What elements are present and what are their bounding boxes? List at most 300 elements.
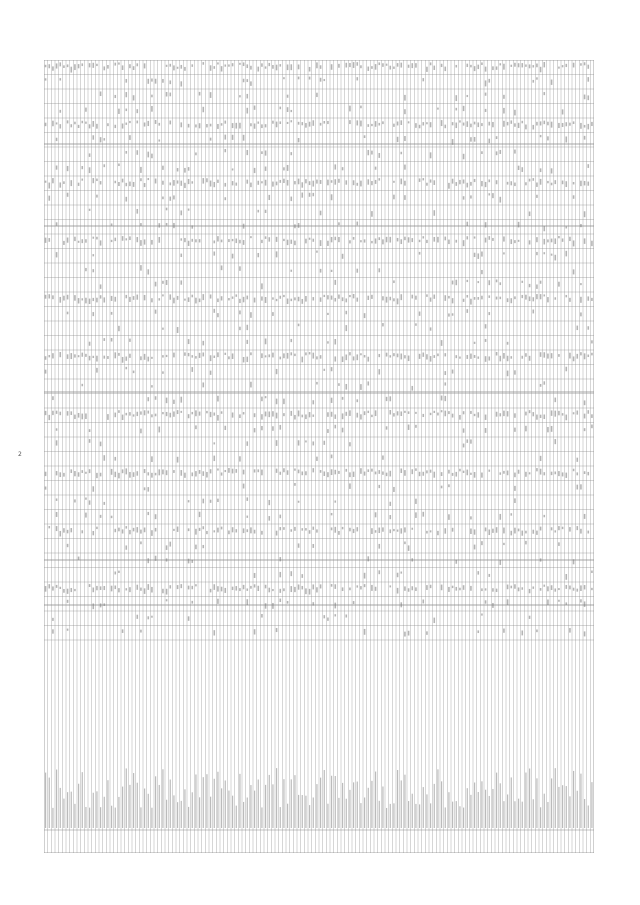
table-cell-mark (320, 78, 322, 82)
table-cell-mark (206, 411, 208, 413)
table-header-mark (481, 781, 482, 828)
table-cell-mark (422, 353, 424, 357)
table-cell-mark (426, 585, 428, 590)
table-cell-mark (294, 297, 296, 300)
table-cell-mark (100, 284, 102, 288)
table-cell-mark (221, 66, 223, 71)
table-header-mark (313, 797, 314, 828)
table-cell-mark (316, 180, 318, 184)
table-cell-mark (510, 65, 512, 67)
table-cell-mark (254, 629, 256, 634)
table-cell-mark (470, 439, 472, 443)
table-cell-mark (195, 152, 197, 155)
table-cell-mark (85, 122, 87, 124)
table-cell-mark (283, 399, 285, 405)
table-cell-mark (463, 585, 465, 590)
table-header-mark (107, 780, 108, 828)
table-cell-mark (144, 487, 146, 490)
table-header-mark (371, 781, 372, 828)
table-cell-mark (477, 356, 479, 358)
table-cell-mark (89, 356, 91, 361)
table-cell-mark (316, 529, 318, 532)
table-cell-mark (96, 237, 98, 240)
table-cell-mark (404, 632, 406, 637)
table-header-mark (199, 797, 200, 828)
table-cell-mark (290, 197, 292, 202)
table-cell-mark (74, 122, 76, 125)
table-cell-mark (155, 396, 157, 400)
table-cell-mark (587, 164, 589, 168)
table-header-mark (236, 806, 237, 828)
table-cell-mark (404, 237, 406, 241)
table-header-mark (78, 784, 79, 828)
table-cell-mark (481, 151, 483, 154)
table-cell-mark (481, 296, 483, 300)
table-cell-mark (232, 168, 234, 170)
table-cell-mark (217, 586, 219, 591)
table-cell-mark (349, 442, 351, 446)
table-cell-mark (422, 600, 424, 604)
table-cell-mark (279, 589, 281, 593)
table-cell-mark (584, 238, 586, 243)
table-cell-mark (536, 195, 538, 198)
table-cell-mark (503, 64, 505, 70)
table-cell-mark (136, 209, 138, 214)
table-cell-mark (272, 426, 274, 431)
table-cell-mark (92, 298, 94, 301)
table-header-mark (415, 804, 416, 828)
table-cell-mark (166, 558, 168, 561)
table-cell-mark (334, 500, 336, 502)
table-cell-mark (367, 150, 369, 155)
table-cell-mark (151, 357, 153, 359)
table-cell-mark (562, 238, 564, 241)
table-cell-mark (147, 121, 149, 126)
table-cell-mark (507, 182, 509, 185)
table-cell-mark (125, 295, 127, 298)
table-cell-mark (309, 67, 311, 72)
table-cell-mark (305, 588, 307, 594)
table-cell-mark (100, 473, 102, 477)
table-header-mark (96, 791, 97, 828)
table-cell-mark (188, 241, 190, 246)
table-header-mark (346, 799, 347, 828)
table-cell-mark (510, 513, 512, 515)
table-cell-mark (587, 77, 589, 82)
table-cell-mark (257, 253, 259, 257)
table-cell-mark (151, 414, 153, 417)
table-cell-mark (136, 295, 138, 300)
table-cell-mark (199, 299, 201, 303)
table-cell-mark (543, 62, 545, 67)
table-cell-mark (232, 123, 234, 128)
table-cell-mark (59, 531, 61, 537)
table-cell-mark (415, 512, 417, 518)
table-cell-mark (591, 122, 593, 126)
table-header-mark (115, 808, 116, 828)
table-header-mark (181, 801, 182, 828)
table-cell-mark (430, 327, 432, 330)
table-cell-mark (536, 182, 538, 186)
table-cell-mark (408, 356, 410, 362)
table-cell-mark (569, 237, 571, 241)
table-cell-mark (349, 106, 351, 112)
table-cell-mark (228, 298, 230, 300)
table-cell-mark (565, 181, 567, 187)
table-cell-mark (481, 613, 483, 615)
table-cell-mark (235, 294, 237, 296)
table-cell-mark (199, 353, 201, 358)
table-header-mark (456, 801, 457, 828)
table-cell-mark (74, 471, 76, 476)
table-cell-mark (59, 352, 61, 357)
table-cell-mark (400, 528, 402, 533)
table-cell-mark (580, 224, 582, 227)
table-cell-mark (426, 631, 428, 635)
table-cell-mark (287, 107, 289, 112)
table-cell-mark (371, 151, 373, 155)
table-cell-mark (584, 353, 586, 359)
table-cell-mark (587, 65, 589, 69)
table-cell-mark (151, 616, 153, 618)
table-cell-mark (367, 296, 369, 300)
table-cell-mark (246, 325, 248, 330)
table-cell-mark (331, 398, 333, 403)
table-cell-mark (547, 136, 549, 140)
table-cell-mark (485, 600, 487, 603)
table-cell-mark (169, 197, 171, 201)
table-cell-mark (67, 629, 69, 631)
table-cell-mark (243, 135, 245, 141)
table-cell-mark (162, 294, 164, 296)
table-cell-mark (158, 139, 160, 141)
table-cell-mark (532, 65, 534, 67)
table-cell-mark (338, 237, 340, 242)
table-cell-mark (463, 428, 465, 432)
table-header-mark (393, 803, 394, 828)
table-cell-mark (232, 254, 234, 259)
table-cell-mark (125, 123, 127, 125)
table-cell-mark (213, 252, 215, 256)
table-cell-mark (499, 282, 501, 285)
table-cell-mark (536, 64, 538, 68)
table-cell-mark (426, 470, 428, 473)
table-cell-mark (356, 183, 358, 186)
table-cell-mark (485, 67, 487, 72)
table-cell-mark (268, 500, 270, 505)
table-cell-mark (276, 65, 278, 71)
table-cell-mark (45, 370, 47, 374)
table-cell-mark (173, 529, 175, 531)
table-cell-mark (400, 120, 402, 125)
table-header-mark (503, 801, 504, 828)
table-cell-mark (481, 123, 483, 126)
table-cell-mark (349, 588, 351, 591)
table-cell-mark (290, 339, 292, 342)
table-cell-mark (525, 412, 527, 416)
table-cell-mark (536, 294, 538, 299)
table-cell-mark (356, 585, 358, 587)
table-cell-mark (89, 153, 91, 156)
table-cell-mark (437, 354, 439, 357)
table-cell-mark (554, 238, 556, 244)
table-cell-mark (312, 193, 314, 196)
table-cell-mark (78, 241, 80, 243)
table-cell-mark (96, 586, 98, 590)
table-cell-mark (532, 310, 534, 314)
table-cell-mark (378, 237, 380, 240)
table-cell-mark (389, 355, 391, 357)
table-cell-mark (415, 296, 417, 300)
table-header-mark (573, 771, 574, 828)
table-header-mark (577, 791, 578, 828)
table-cell-mark (118, 182, 120, 186)
table-cell-mark (290, 110, 292, 112)
table-cell-mark (342, 413, 344, 419)
table-header-mark (584, 799, 585, 828)
table-cell-mark (419, 125, 421, 128)
table-cell-mark (342, 527, 344, 529)
table-cell-mark (188, 339, 190, 344)
table-cell-mark (360, 468, 362, 474)
table-header-mark (280, 807, 281, 828)
table-cell-mark (554, 530, 556, 532)
table-cell-mark (551, 122, 553, 128)
table-cell-mark (272, 312, 274, 316)
table-cell-mark (426, 122, 428, 124)
table-cell-mark (290, 529, 292, 532)
table-cell-mark (298, 297, 300, 301)
table-cell-mark (114, 297, 116, 302)
table-cell-mark (265, 339, 267, 345)
table-cell-mark (547, 181, 549, 183)
table-cell-mark (510, 181, 512, 185)
table-cell-mark (283, 77, 285, 79)
table-cell-mark (122, 529, 124, 533)
table-cell-mark (122, 357, 124, 363)
table-cell-mark (298, 470, 300, 474)
table-cell-mark (455, 182, 457, 186)
table-cell-mark (250, 312, 252, 318)
table-cell-mark (250, 183, 252, 188)
table-cell-mark (342, 356, 344, 362)
table-cell-mark (56, 122, 58, 124)
table-cell-mark (151, 385, 153, 387)
table-cell-mark (331, 64, 333, 70)
table-cell-mark (338, 295, 340, 299)
table-header-mark (49, 778, 50, 828)
table-cell-mark (591, 588, 593, 590)
table-cell-mark (558, 67, 560, 69)
table-header-mark (349, 790, 350, 828)
table-cell-mark (217, 468, 219, 470)
table-cell-mark (587, 296, 589, 300)
table-cell-mark (459, 415, 461, 420)
table-cell-mark (133, 371, 135, 374)
table-cell-mark (466, 183, 468, 188)
table-cell-mark (474, 122, 476, 125)
table-cell-mark (499, 514, 501, 520)
table-cell-mark (180, 210, 182, 215)
table-cell-mark (92, 531, 94, 535)
table-cell-mark (114, 95, 116, 98)
table-cell-mark (239, 327, 241, 330)
table-cell-mark (569, 527, 571, 532)
table-cell-mark (558, 600, 560, 602)
table-cell-mark (540, 384, 542, 387)
table-cell-mark (349, 120, 351, 124)
table-cell-mark (213, 630, 215, 635)
table-cell-mark (140, 178, 142, 181)
table-header-mark (580, 774, 581, 828)
table-cell-mark (375, 64, 377, 70)
table-header-mark (159, 785, 160, 828)
table-cell-mark (155, 120, 157, 124)
table-cell-mark (389, 396, 391, 401)
table-cell-mark (521, 167, 523, 172)
table-cell-mark (470, 195, 472, 198)
table-cell-mark (158, 223, 160, 227)
table-cell-mark (338, 531, 340, 535)
table-cell-mark (543, 352, 545, 357)
table-cell-mark (404, 109, 406, 114)
table-header-mark (298, 795, 299, 828)
table-header-mark (562, 785, 563, 828)
table-cell-mark (323, 369, 325, 371)
table-cell-mark (312, 441, 314, 445)
table-cell-mark (257, 181, 259, 185)
table-cell-mark (371, 124, 373, 126)
table-cell-mark (180, 397, 182, 403)
table-cell-mark (389, 502, 391, 506)
table-cell-mark (334, 584, 336, 589)
table-cell-mark (78, 413, 80, 418)
table-header-mark (118, 797, 119, 828)
table-cell-mark (488, 529, 490, 535)
table-cell-mark (415, 587, 417, 591)
table-cell-mark (254, 123, 256, 128)
table-cell-mark (261, 414, 263, 419)
table-header-mark (544, 794, 545, 828)
table-cell-mark (452, 281, 454, 285)
table-cell-mark (147, 79, 149, 84)
table-cell-mark (320, 240, 322, 246)
table-cell-mark (147, 152, 149, 158)
table-cell-mark (573, 269, 575, 274)
table-cell-mark (290, 352, 292, 355)
table-cell-mark (59, 124, 61, 128)
table-cell-mark (356, 399, 358, 402)
table-cell-mark (191, 225, 193, 228)
table-cell-mark (514, 428, 516, 432)
table-cell-mark (349, 240, 351, 243)
table-cell-mark (235, 529, 237, 532)
table-cell-mark (441, 120, 443, 126)
table-cell-mark (584, 414, 586, 419)
table-cell-mark (569, 123, 571, 126)
table-cell-mark (400, 572, 402, 574)
table-cell-mark (521, 295, 523, 298)
table-cell-mark (254, 298, 256, 303)
table-cell-mark (492, 603, 494, 608)
table-cell-mark (514, 183, 516, 187)
table-header-mark (536, 778, 537, 828)
table-cell-mark (342, 297, 344, 301)
table-cell-mark (239, 299, 241, 303)
table-cell-mark (360, 414, 362, 419)
table-cell-mark (129, 354, 131, 358)
table-header-mark (382, 786, 383, 828)
table-cell-mark (81, 63, 83, 66)
table-header-mark (434, 784, 435, 828)
table-cell-mark (503, 629, 505, 633)
table-cell-mark (173, 470, 175, 473)
table-cell-mark (378, 485, 380, 488)
table-cell-mark (382, 121, 384, 124)
table-cell-mark (466, 295, 468, 298)
table-cell-mark (147, 472, 149, 475)
table-cell-mark (92, 269, 94, 272)
table-header-mark (474, 783, 475, 829)
table-cell-mark (180, 65, 182, 69)
table-cell-mark (239, 95, 241, 97)
table-cell-mark (177, 180, 179, 183)
table-cell-mark (118, 571, 120, 573)
table-cell-mark (140, 588, 142, 591)
table-cell-mark (481, 541, 483, 545)
table-header-mark (430, 803, 431, 828)
table-cell-mark (327, 180, 329, 186)
table-cell-mark (290, 571, 292, 576)
table-cell-mark (327, 472, 329, 477)
table-cell-mark (180, 584, 182, 588)
table-cell-mark (45, 238, 47, 243)
table-cell-mark (125, 367, 127, 369)
table-cell-mark (371, 295, 373, 299)
table-cell-mark (261, 296, 263, 300)
table-cell-mark (74, 64, 76, 70)
table-cell-mark (276, 531, 278, 536)
table-cell-mark (466, 470, 468, 476)
table-cell-mark (492, 193, 494, 198)
table-cell-mark (45, 181, 47, 183)
table-cell-mark (265, 396, 267, 398)
table-cell-mark (239, 266, 241, 271)
table-cell-mark (327, 121, 329, 124)
table-cell-mark (279, 527, 281, 530)
table-cell-mark (111, 469, 113, 475)
table-cell-mark (400, 152, 402, 154)
table-cell-mark (114, 413, 116, 418)
table-cell-mark (565, 367, 567, 372)
table-cell-mark (122, 124, 124, 129)
table-cell-mark (312, 527, 314, 530)
table-cell-mark (173, 400, 175, 404)
table-cell-mark (298, 440, 300, 445)
table-cell-mark (89, 63, 91, 67)
table-cell-mark (111, 516, 113, 518)
table-cell-mark (217, 62, 219, 64)
table-cell-mark (232, 587, 234, 590)
table-header-mark (74, 804, 75, 828)
table-cell-mark (382, 527, 384, 531)
table-cell-mark (327, 617, 329, 620)
table-cell-mark (514, 528, 516, 534)
table-cell-mark (191, 355, 193, 358)
table-cell-mark (525, 531, 527, 534)
table-cell-mark (477, 122, 479, 127)
table-cell-mark (166, 589, 168, 595)
